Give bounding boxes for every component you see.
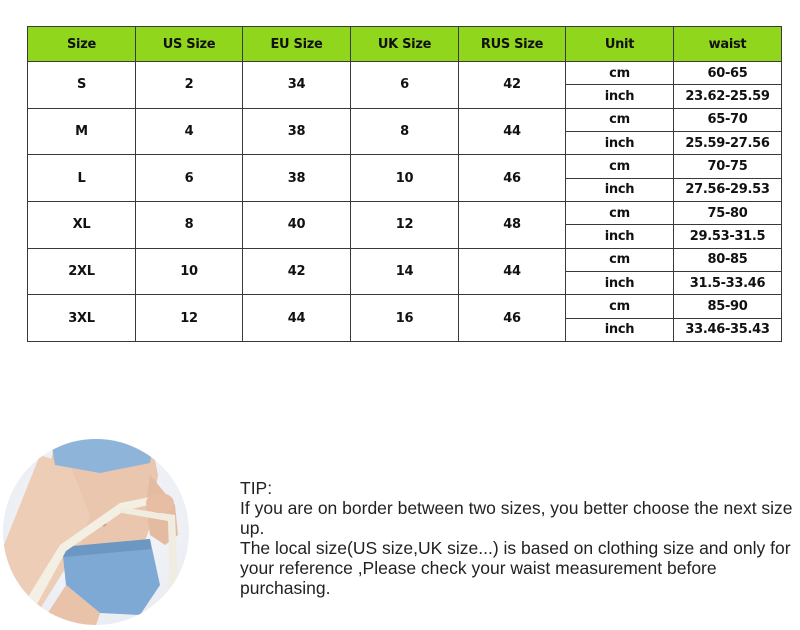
us-size-cell: 6 xyxy=(136,155,243,202)
table-row xyxy=(28,248,782,271)
tip-border-sizes-text: If you are on border between two sizes, you better choose the next size up. xyxy=(240,498,793,538)
table-body xyxy=(28,62,782,342)
unit-inch-cell: inch xyxy=(566,131,674,154)
size-cell: 3XL xyxy=(28,295,136,342)
eu-size-cell: 40 xyxy=(243,201,351,248)
rus-size-cell: 44 xyxy=(459,248,566,295)
us-size-cell: 12 xyxy=(136,295,243,342)
tip-local-size-text: The local size(US size,UK size...) is based on clothing size and only for your reference ,Please check your waist measurement before purchasing. xyxy=(240,538,791,598)
size-cell: S xyxy=(28,62,136,109)
waist-cm-cell: 80-85 xyxy=(674,248,782,271)
rus-size-cell: 44 xyxy=(459,108,566,155)
uk-size-cell: 10 xyxy=(351,155,459,202)
unit-cm-cell: cm xyxy=(566,108,674,131)
us-size-cell: 2 xyxy=(136,62,243,109)
waist-cm-cell: 60-65 xyxy=(674,62,782,85)
unit-cm-cell: cm xyxy=(566,201,674,224)
size-cell: L xyxy=(28,155,136,202)
header-uk-size: UK Size xyxy=(351,27,459,62)
unit-cm-cell: cm xyxy=(566,248,674,271)
waist-inch-cell: 29.53-31.5 xyxy=(674,225,782,248)
waist-measurement-photo xyxy=(0,435,198,625)
uk-size-cell: 8 xyxy=(351,108,459,155)
us-size-cell: 10 xyxy=(136,248,243,295)
eu-size-cell: 38 xyxy=(243,108,351,155)
header-unit: Unit xyxy=(566,27,674,62)
unit-inch-cell: inch xyxy=(566,85,674,108)
uk-size-cell: 14 xyxy=(351,248,459,295)
unit-inch-cell: inch xyxy=(566,178,674,201)
unit-cm-cell: cm xyxy=(566,295,674,318)
unit-cm-cell: cm xyxy=(566,62,674,85)
waist-cm-cell: 65-70 xyxy=(674,108,782,131)
unit-inch-cell: inch xyxy=(566,318,674,341)
waist-inch-cell: 25.59-27.56 xyxy=(674,131,782,154)
table-row xyxy=(28,108,782,131)
header-rus-size: RUS Size xyxy=(459,27,566,62)
woman-measuring-waist-illustration xyxy=(0,435,198,625)
eu-size-cell: 44 xyxy=(243,295,351,342)
table-row xyxy=(28,155,782,178)
us-size-cell: 4 xyxy=(136,108,243,155)
header-us-size: US Size xyxy=(136,27,243,62)
unit-cm-cell: cm xyxy=(566,155,674,178)
waist-cm-cell: 85-90 xyxy=(674,295,782,318)
tip-section xyxy=(240,478,800,598)
size-cell: M xyxy=(28,108,136,155)
uk-size-cell: 16 xyxy=(351,295,459,342)
eu-size-cell: 38 xyxy=(243,155,351,202)
table-row xyxy=(28,295,782,318)
eu-size-cell: 34 xyxy=(243,62,351,109)
unit-inch-cell: inch xyxy=(566,271,674,294)
waist-inch-cell: 33.46-35.43 xyxy=(674,318,782,341)
rus-size-cell: 42 xyxy=(459,62,566,109)
waist-cm-cell: 70-75 xyxy=(674,155,782,178)
us-size-cell: 8 xyxy=(136,201,243,248)
uk-size-cell: 12 xyxy=(351,201,459,248)
rus-size-cell: 46 xyxy=(459,155,566,202)
waist-inch-cell: 31.5-33.46 xyxy=(674,271,782,294)
uk-size-cell: 6 xyxy=(351,62,459,109)
unit-inch-cell: inch xyxy=(566,225,674,248)
waist-inch-cell: 27.56-29.53 xyxy=(674,178,782,201)
eu-size-cell: 42 xyxy=(243,248,351,295)
waist-cm-cell: 75-80 xyxy=(674,201,782,224)
rus-size-cell: 46 xyxy=(459,295,566,342)
header-waist: waist xyxy=(674,27,782,62)
size-chart-table xyxy=(27,26,782,342)
rus-size-cell: 48 xyxy=(459,201,566,248)
tip-title: TIP: xyxy=(240,478,273,498)
header-size: Size xyxy=(28,27,136,62)
size-cell: XL xyxy=(28,201,136,248)
waist-inch-cell: 23.62-25.59 xyxy=(674,85,782,108)
header-eu-size: EU Size xyxy=(243,27,351,62)
table-row xyxy=(28,201,782,224)
header-row xyxy=(28,27,782,62)
table-row xyxy=(28,62,782,85)
table-header xyxy=(28,27,782,62)
size-cell: 2XL xyxy=(28,248,136,295)
